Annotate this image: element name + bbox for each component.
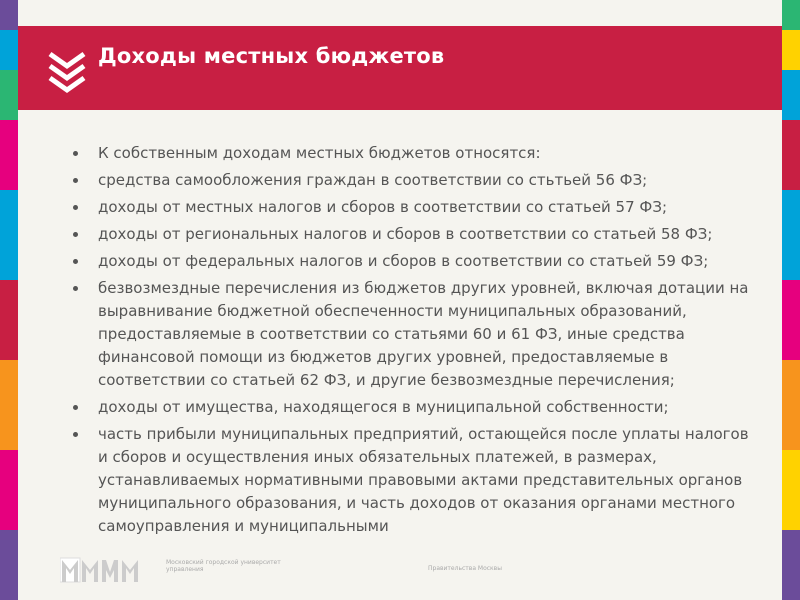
bullet-item: [62, 423, 762, 538]
bullet-list: [62, 142, 762, 538]
footer-university-text: Московский городской университет управления: [166, 559, 281, 573]
footer-government-text: Правительства Москвы: [428, 565, 502, 572]
left-decor-stripe: [0, 0, 18, 600]
bullet-item: [62, 396, 762, 419]
bullet-dot: [73, 432, 78, 437]
bullet-dot: [73, 178, 78, 183]
bullet-item: [62, 196, 762, 219]
bullet-text: доходы от федеральных налогов и сборов в соответствии со статьей 59 ФЗ;: [98, 252, 709, 270]
bullet-item: [62, 277, 762, 392]
slide-content: [62, 142, 762, 542]
triple-chevron-down-icon: [44, 48, 90, 94]
bullet-text: безвозмездные перечисления из бюджетов других уровней, включая дотации на выравнивание бюджетной обеспеченности муниципальных образований, предоставляемые в соответствии со статьями 60 и 61 ФЗ, иные средства финансовой помощи из бюджетов других уровней, предоставляемые в соответствии со статьей 62 ФЗ, и другие безвозмездные перечисления;: [98, 279, 749, 389]
bullet-dot: [73, 259, 78, 264]
bullet-dot: [73, 405, 78, 410]
bullet-text: доходы от региональных налогов и сборов в соответствии со статьей 58 ФЗ;: [98, 225, 713, 243]
slide: [18, 0, 782, 600]
bullet-text: доходы от имущества, находящегося в муниципальной собственности;: [98, 398, 669, 416]
bullet-text: К собственным доходам местных бюджетов относятся:: [98, 144, 541, 162]
slide-header: [18, 26, 782, 110]
bullet-item: [62, 250, 762, 273]
bullet-dot: [73, 205, 78, 210]
bullet-text: средства самообложения граждан в соответствии со стьтьей 56 ФЗ;: [98, 171, 648, 189]
bullet-item: [62, 169, 762, 192]
slide-title: Доходы местных бюджетов: [98, 44, 445, 68]
bullet-text: часть прибыли муниципальных предприятий, остающейся после уплаты налогов и сборов и осуществления иных обязательных платежей, в размерах, устанавливаемых нормативными правовыми актами представительных органов муниципального образования, и часть доходов от оказания органами местного самоуправления и муниципальными: [98, 425, 749, 535]
bullet-dot: [73, 286, 78, 291]
university-logo: [60, 556, 150, 584]
bullet-dot: [73, 151, 78, 156]
bullet-text: доходы от местных налогов и сборов в соответствии со статьей 57 ФЗ;: [98, 198, 667, 216]
bullet-dot: [73, 232, 78, 237]
right-decor-stripe: [782, 0, 800, 600]
bullet-item: [62, 223, 762, 246]
bullet-item: [62, 142, 762, 165]
